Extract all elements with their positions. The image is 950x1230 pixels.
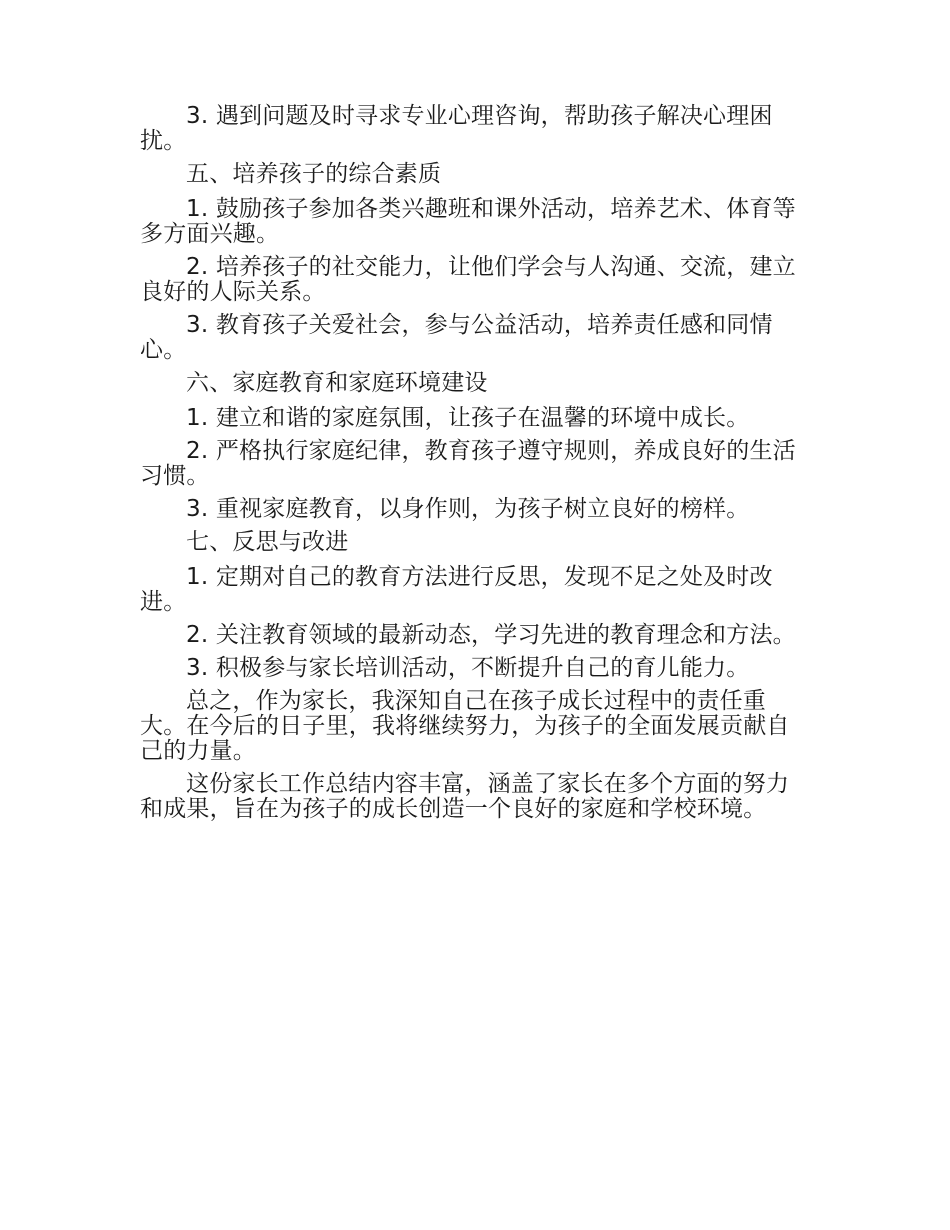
document-page: [140, 104, 812, 830]
paragraph-item-3-society: 3. 教育孩子关爱社会，参与公益活动，培养责任感和同情心。: [140, 312, 773, 363]
paragraph-item-1-atmosphere: 1. 建立和谐的家庭氛围，让孩子在温馨的环境中成长。: [186, 405, 750, 431]
paragraph-item-3-counseling: 3. 遇到问题及时寻求专业心理咨询，帮助孩子解决心理困扰。: [140, 103, 773, 154]
section-heading-7: 七、反思与改进: [186, 529, 349, 555]
paragraph-item-1-interests: 1. 鼓励孩子参加各类兴趣班和课外活动，培养艺术、体育等多方面兴趣。: [140, 196, 796, 247]
paragraph-item-3-example: 3. 重视家庭教育，以身作则，为孩子树立良好的榜样。: [186, 496, 750, 522]
paragraph-conclusion: 总之，作为家长，我深知自己在孩子成长过程中的责任重大。在今后的日子里，我将继续努力，为孩子的全面发展贡献自己的力量。: [140, 688, 790, 764]
paragraph-item-2-social: 2. 培养孩子的社交能力，让他们学会与人沟通、交流，建立良好的人际关系。: [140, 254, 796, 305]
paragraph-item-3-training: 3. 积极参与家长培训活动，不断提升自己的育儿能力。: [186, 655, 750, 681]
paragraph-summary: 这份家长工作总结内容丰富，涵盖了家长在多个方面的努力和成果，旨在为孩子的成长创造一个良好的家庭和学校环境。: [140, 771, 790, 822]
paragraph-item-1-reflect: 1. 定期对自己的教育方法进行反思，发现不足之处及时改进。: [140, 564, 773, 615]
section-heading-6: 六、家庭教育和家庭环境建设: [186, 370, 488, 396]
paragraph-item-2-trends: 2. 关注教育领域的最新动态，学习先进的教育理念和方法。: [186, 622, 796, 648]
section-heading-5: 五、培养孩子的综合素质: [186, 161, 442, 187]
paragraph-item-2-discipline: 2. 严格执行家庭纪律，教育孩子遵守规则，养成良好的生活习惯。: [140, 438, 796, 489]
